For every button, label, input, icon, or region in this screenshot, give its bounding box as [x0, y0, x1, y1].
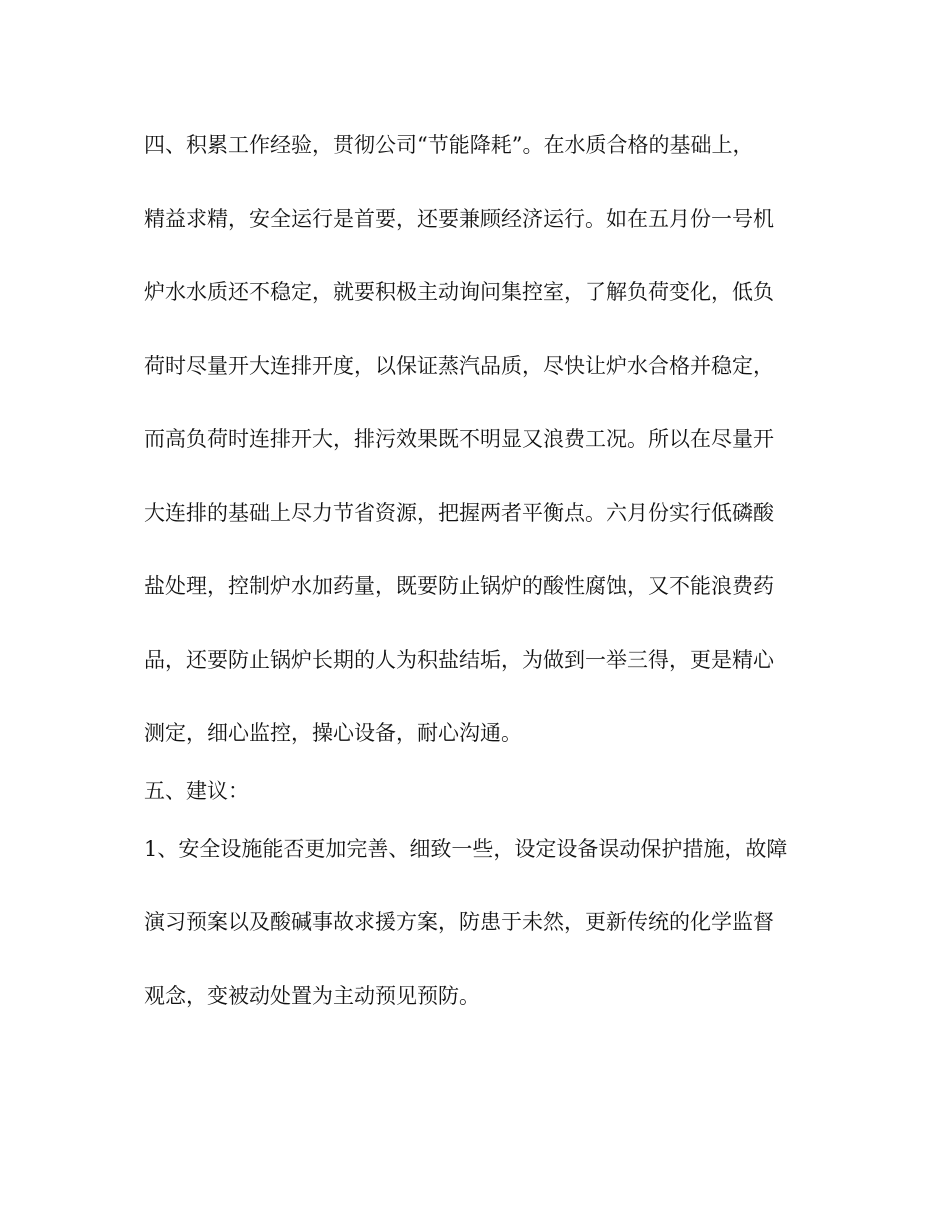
section-5-heading: 五、建议：	[144, 779, 249, 803]
suggestion-1-line-3: 观念，变被动处置为主动预见预防。	[144, 984, 480, 1008]
paragraph-4-line-9: 测定，细心监控，操心设备，耐心沟通。	[144, 721, 522, 745]
suggestion-1-line-1: 1、安全设施能否更加完善、细致一些，设定设备误动保护措施，故障	[144, 837, 788, 861]
paragraph-4-line-6: 大连排的基础上尽力节省资源，把握两者平衡点。六月份实行低磷酸	[144, 501, 774, 525]
paragraph-4-line-4: 荷时尽量开大连排开度，以保证蒸汽品质，尽快让炉水合格并稳定，	[144, 354, 774, 378]
paragraph-4-line-7: 盐处理，控制炉水加药量，既要防止锅炉的酸性腐蚀，又不能浪费药	[144, 574, 774, 598]
paragraph-4-line-3: 炉水水质还不稳定，就要积极主动询问集控室，了解负荷变化，低负	[144, 280, 774, 304]
paragraph-4-line-1: 四、积累工作经验，贯彻公司“节能降耗”。在水质合格的基础上，	[144, 133, 754, 157]
paragraph-4-line-8: 品，还要防止锅炉长期的人为积盐结垢，为做到一举三得，更是精心	[144, 648, 774, 672]
paragraph-4-line-5: 而高负荷时连排开大，排污效果既不明显又浪费工况。所以在尽量开	[144, 427, 774, 451]
suggestion-1-line-2: 演习预案以及酸碱事故求援方案，防患于未然，更新传统的化学监督	[144, 910, 774, 934]
paragraph-4-line-2: 精益求精，安全运行是首要，还要兼顾经济运行。如在五月份一号机	[144, 207, 774, 231]
